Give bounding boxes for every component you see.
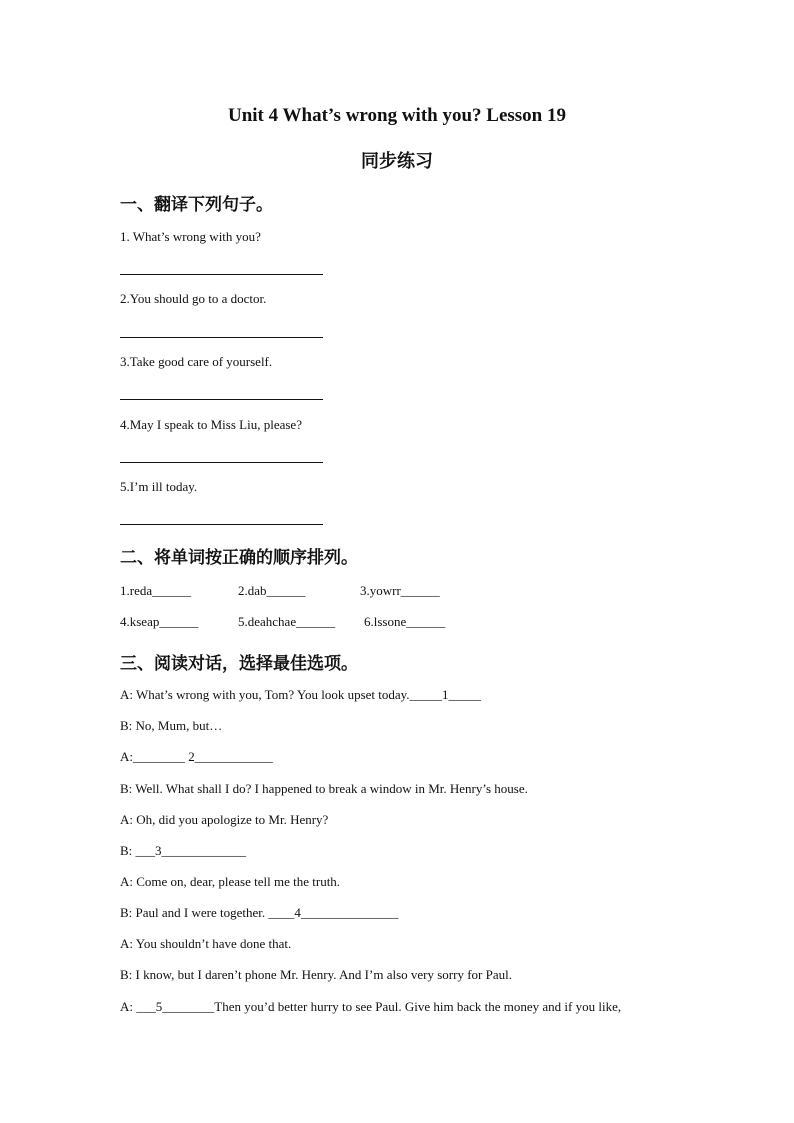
dialog-text: B: xyxy=(120,843,136,858)
sentence-2: 2.You should go to a doctor. xyxy=(120,291,267,306)
dialog-line-10 xyxy=(120,967,512,983)
dialog-text: B: Paul and I were together. xyxy=(120,905,269,920)
section-3-heading: 三、阅读对话，选择最佳选项。 xyxy=(120,654,358,673)
answer-line-2[interactable] xyxy=(120,337,323,338)
dialog-line-9 xyxy=(120,936,291,952)
dialog-line-11 xyxy=(120,999,621,1015)
dialog-text: B: No, Mum, but… xyxy=(120,718,223,733)
dialog-text: A: What’s wrong with you, Tom? You look upset today. xyxy=(120,687,410,702)
sentence-4: 4.May I speak to Miss Liu, please? xyxy=(120,417,302,432)
word-4: 4.kseap______ xyxy=(120,614,199,629)
dialog-line-4 xyxy=(120,781,528,797)
answer-line-1[interactable] xyxy=(120,274,323,275)
dialog-blank-3[interactable]: ___3_____________ xyxy=(135,843,247,858)
dialog-blank-2[interactable]: ________ 2____________ xyxy=(133,749,273,764)
dialog-text: A: Come on, dear, please tell me the truth. xyxy=(120,874,341,889)
dialog-text: A: xyxy=(120,749,133,764)
dialog-text: B: Well. What shall I do? I happened to break a window in Mr. Henry’s house. xyxy=(120,781,528,796)
section-1-heading: 一、翻译下列句子。 xyxy=(120,195,273,214)
dialog-text: A: You shouldn’t have done that. xyxy=(120,936,292,951)
sentence-5: 5.I’m ill today. xyxy=(120,479,198,494)
page-title: Unit 4 What’s wrong with you? Lesson 19 xyxy=(227,105,566,126)
dialog-line-7 xyxy=(120,874,340,890)
word-1: 1.reda______ xyxy=(120,583,192,598)
dialog-line-8 xyxy=(120,905,398,921)
word-6: 6.lssone______ xyxy=(364,614,446,629)
dialog-text: Then you’d better hurry to see Paul. Give him back the money and if you like, xyxy=(214,999,622,1014)
dialog-text: B: I know, but I daren’t phone Mr. Henry. And I’m also very sorry for Paul. xyxy=(120,967,512,982)
dialog-line-5 xyxy=(120,812,328,828)
dialog-line-6 xyxy=(120,843,246,859)
dialog-line-3 xyxy=(120,749,273,765)
word-3: 3.yowrr______ xyxy=(360,583,440,598)
dialog-blank-4[interactable]: ____4_______________ xyxy=(268,905,399,920)
answer-line-5[interactable] xyxy=(120,524,323,525)
dialog-line-1 xyxy=(120,687,481,703)
answer-line-3[interactable] xyxy=(120,399,323,400)
page-subtitle: 同步练习 xyxy=(361,151,433,171)
dialog-text: A: xyxy=(120,999,137,1014)
sentence-1: 1. What’s wrong with you? xyxy=(120,229,261,244)
word-5: 5.deahchae______ xyxy=(238,614,336,629)
dialog-blank-5[interactable]: ___5________ xyxy=(136,999,215,1014)
sentence-3: 3.Take good care of yourself. xyxy=(120,354,273,369)
answer-line-4[interactable] xyxy=(120,462,323,463)
word-2: 2.dab______ xyxy=(238,583,306,598)
dialog-text: A: Oh, did you apologize to Mr. Henry? xyxy=(120,812,329,827)
dialog-blank-1[interactable]: _____1_____ xyxy=(409,687,482,702)
section-2-heading: 二、将单词按正确的顺序排列。 xyxy=(120,548,358,567)
dialog-line-2 xyxy=(120,718,222,734)
